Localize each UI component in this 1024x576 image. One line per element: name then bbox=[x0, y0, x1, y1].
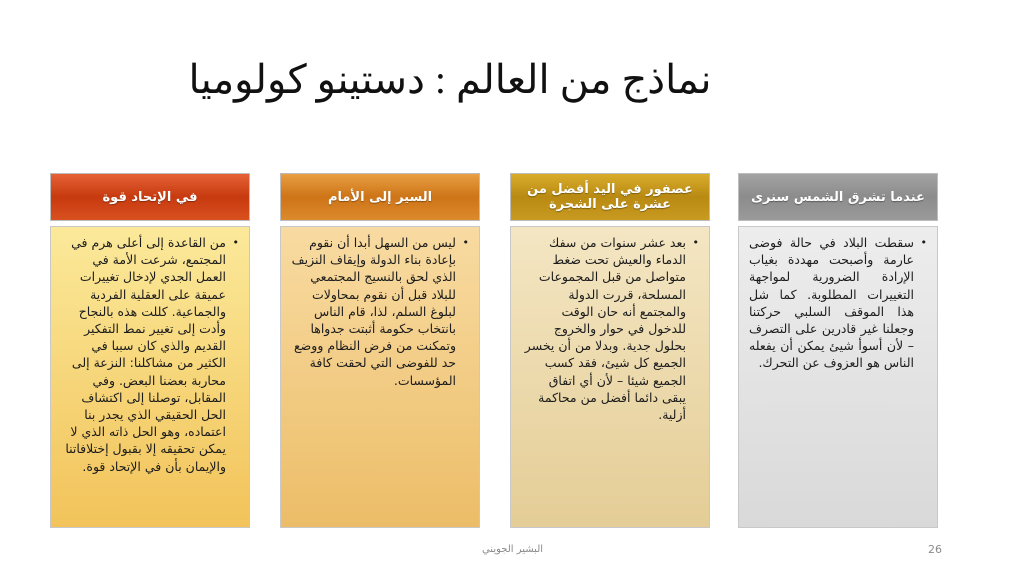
column-when-sun-rises bbox=[738, 173, 938, 371]
column-body bbox=[738, 226, 938, 528]
column-header: السير إلى الأمام bbox=[280, 173, 480, 221]
column-header: في الإتحاد قوة bbox=[50, 173, 250, 221]
slide-title: نماذج من العالم : دستينو كولوميا bbox=[188, 57, 712, 102]
column-bird-in-hand bbox=[510, 173, 710, 423]
column-header: عندما تشرق الشمس سنرى bbox=[738, 173, 938, 221]
column-header: عصفور في اليد أفضل من عشرة على الشجرة bbox=[510, 173, 710, 221]
column-text: بعد عشر سنوات من سفك الدماء والعيش تحت ضغط متواصل من قبل المجموعات المسلحة، قررت الدولة والمجتمع أنه حان الوقت للدخول في حوار والخروج بحلول جدية. وبدلا من أن يخسر الجميع كل شيئ، فقد كسب الجميع شيئا – لأن أي اتفاق يبقى دائما أفضل من محاكمة أزلية. bbox=[524, 235, 686, 423]
column-text: من القاعدة إلى أعلى هرم في المجتمع، شرعت الأمة في العمل الجدي لإدخال تغييرات عميقة على العقلية الفردية والجماعية. كللت هذه بالنجاح وأدت إلى تغيير نمط التفكير القديم والذي كان سببا في الكثير من مشاكلنا: النزعة إلى محاربة بعضنا البعض. وفي المقابل، توصلنا إلى اكتشاف الحل الحقيقي الذي يجدر بنا اعتماده، وهو الحل ذاته الذي لا يمكن تحقيقه إلا بقبول إختلافاتنا والإيمان بأن في الإتحاد قوة. bbox=[65, 235, 226, 474]
column-body bbox=[510, 226, 710, 528]
bullet-icon: • bbox=[232, 236, 239, 249]
bullet-icon: • bbox=[462, 236, 469, 249]
column-text: ليس من السهل أبدا أن نقوم بإعادة بناء الدولة وإيقاف النزيف الذي لحق بالنسيج المجتمعي للبلاد قبل أن نقوم بمحاولات لبلوغ السلم، لذا، قام الناس بانتخاب حكومة أثبتت جدواها وتمكنت من فرض النظام ووضع حد للفوضى التي لحقت كافة المؤسسات. bbox=[291, 235, 456, 388]
bullet-icon: • bbox=[920, 236, 927, 249]
slide-footer: البشير الجويني bbox=[481, 544, 544, 555]
column-unity-is-strength bbox=[50, 173, 250, 474]
column-text: سقطت البلاد في حالة فوضى عارمة وأصبحت مهددة بغياب الإرادة الضرورية لمواجهة التغييرات المطلوبة. كما شل هذا الموقف السلبي حركتنا وجعلنا غير قادرين على التصرف – لأن أسوأ شيئ يمكن أن يفعله الناس هو العزوف عن التحرك. bbox=[749, 235, 914, 371]
column-body bbox=[280, 226, 480, 528]
column-body bbox=[50, 226, 250, 528]
column-moving-forward bbox=[280, 173, 480, 388]
bullet-icon: • bbox=[692, 236, 699, 249]
page-number: 26 bbox=[928, 543, 942, 556]
